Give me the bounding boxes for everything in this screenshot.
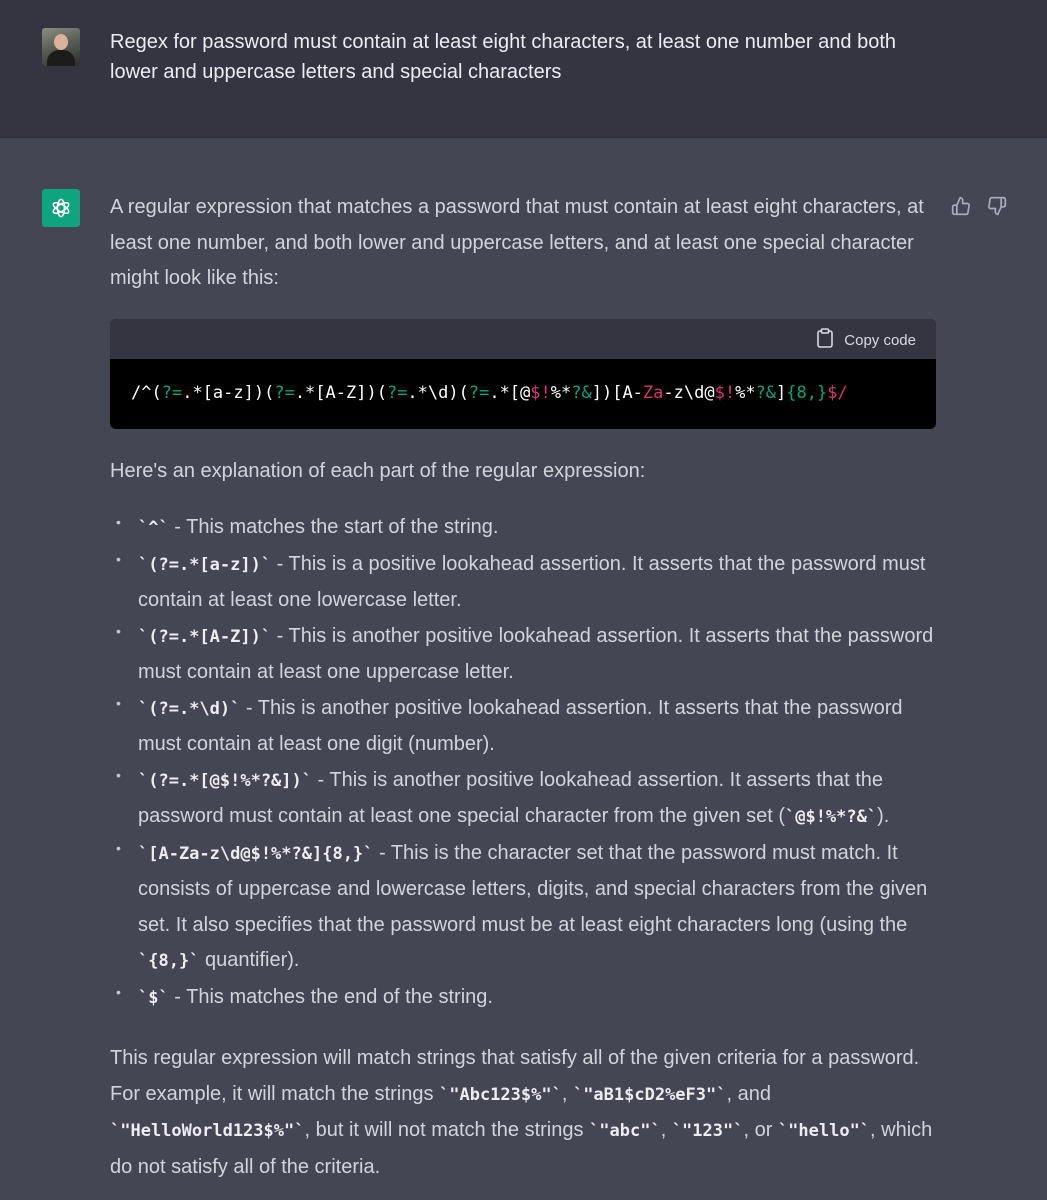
closing-text: , but it will not match the strings	[304, 1119, 590, 1141]
list-item	[110, 980, 936, 1017]
list-item-text: - This is a positive lookahead assertion. It asserts that the password must contain at least one lowercase letter.	[138, 552, 926, 611]
inline-code: `$`	[138, 987, 169, 1008]
code-token: ?=	[274, 382, 295, 403]
code-token: ?=	[386, 382, 408, 403]
explanation-list	[110, 510, 936, 1016]
inline-code: `"HelloWorld123$%"`	[110, 1121, 305, 1141]
list-item	[110, 547, 936, 619]
code-token: %*	[735, 382, 756, 403]
inline-code: `(?=.*[A-Z])`	[138, 626, 272, 647]
list-item	[110, 836, 936, 980]
list-item-text: - This is another positive lookahead assertion. It asserts that the password must contain at least one uppercase letter.	[138, 624, 934, 683]
code-token: -z\d@	[663, 382, 715, 403]
inline-code: `^`	[138, 518, 169, 538]
code-token: ?&	[571, 382, 592, 403]
closing-text: , which do not satisfy all of the criteria.	[110, 1119, 933, 1178]
code-token: ]	[776, 382, 787, 403]
answer-closing	[110, 1041, 936, 1185]
list-item-text: ).	[877, 805, 890, 827]
list-item-text: - This matches the end of the string.	[168, 985, 493, 1008]
code-token: .*[a-z])(	[182, 382, 275, 403]
answer-intro: A regular expression that matches a password that must contain at least eight characters, at least one number, and both lower and uppercase letters, and at least one special character might look like this:	[110, 196, 924, 289]
closing-text: ,	[561, 1082, 573, 1105]
code-token: {8,}	[786, 382, 828, 403]
closing-text: , or	[743, 1119, 778, 1141]
code-token: .*\d)(	[407, 382, 469, 403]
list-item-text: - This is another positive lookahead assertion. It asserts that the password must contain at least one special character from the given set (	[138, 768, 884, 827]
list-item	[110, 691, 936, 763]
inline-code: `"Abc123$%"`	[439, 1084, 562, 1105]
thumbs-down-icon[interactable]	[985, 194, 1009, 218]
list-item-text: - This is another positive lookahead assertion. It asserts that the password must contain at least one digit (number).	[138, 696, 903, 755]
closing-text: , and	[726, 1082, 771, 1105]
code-regex	[110, 359, 936, 429]
code-token: ?=	[161, 382, 183, 403]
inline-code: `[A-Za-z\d@$!%*?&]{8,}`	[138, 843, 374, 864]
assistant-answer	[110, 190, 936, 1185]
code-token: .*[A-Z])(	[294, 382, 387, 403]
code-token: /^(	[131, 382, 162, 403]
copy-code-label: Copy code	[844, 332, 916, 349]
closing-text: This regular expression will match strings that satisfy all of the given criteria for a password. For example, it will match the strings	[110, 1047, 920, 1105]
code-token: $!	[530, 382, 551, 403]
code-token: ?&	[755, 382, 777, 403]
user-avatar	[42, 28, 80, 66]
list-item	[110, 510, 936, 547]
code-token: Za	[642, 382, 664, 403]
explanation-intro: Here's an explanation of each part of the regular expression:	[110, 459, 646, 482]
list-item-text: quantifier).	[199, 949, 300, 971]
copy-code-button[interactable]	[816, 328, 916, 355]
openai-logo-icon	[42, 189, 80, 227]
closing-text: ,	[660, 1119, 672, 1141]
thumbs-up-icon[interactable]	[949, 194, 973, 218]
code-block	[110, 319, 936, 429]
code-token: .*[@	[489, 382, 531, 403]
list-item	[110, 619, 936, 691]
user-message-row	[0, 0, 1047, 138]
inline-code: `(?=.*[a-z])`	[138, 554, 272, 575]
inline-code: `"123"`	[671, 1121, 744, 1141]
inline-code: `"hello"`	[777, 1121, 871, 1141]
list-item-text: - This matches the start of the string.	[168, 516, 499, 538]
inline-code: `"abc"`	[589, 1121, 661, 1141]
list-item-text: - This is the character set that the password must match. It consists of uppercase and lowercase letters, digits, and special characters from the given set. It also specifies that the password must be at least eight characters long (using the	[138, 841, 928, 936]
list-item	[110, 763, 936, 836]
code-token: ])[A-	[591, 382, 643, 403]
code-token: %*	[550, 382, 572, 403]
inline-code: `(?=.*\d)`	[138, 698, 241, 719]
clipboard-icon	[816, 328, 834, 355]
inline-code: `{8,}`	[138, 951, 200, 971]
code-block-header	[110, 319, 936, 359]
code-token: $/	[827, 382, 848, 403]
inline-code: `@$!%*?&`	[784, 807, 878, 827]
inline-code: `(?=.*[@$!%*?&])`	[138, 770, 312, 791]
inline-code: `"aB1$cD2%eF3"`	[572, 1084, 727, 1105]
code-token: ?=	[468, 382, 490, 403]
user-message-text: Regex for password must contain at least eight characters, at least one number and both lower and uppercase letters and special characters	[110, 31, 896, 83]
code-token: $!	[714, 382, 736, 403]
